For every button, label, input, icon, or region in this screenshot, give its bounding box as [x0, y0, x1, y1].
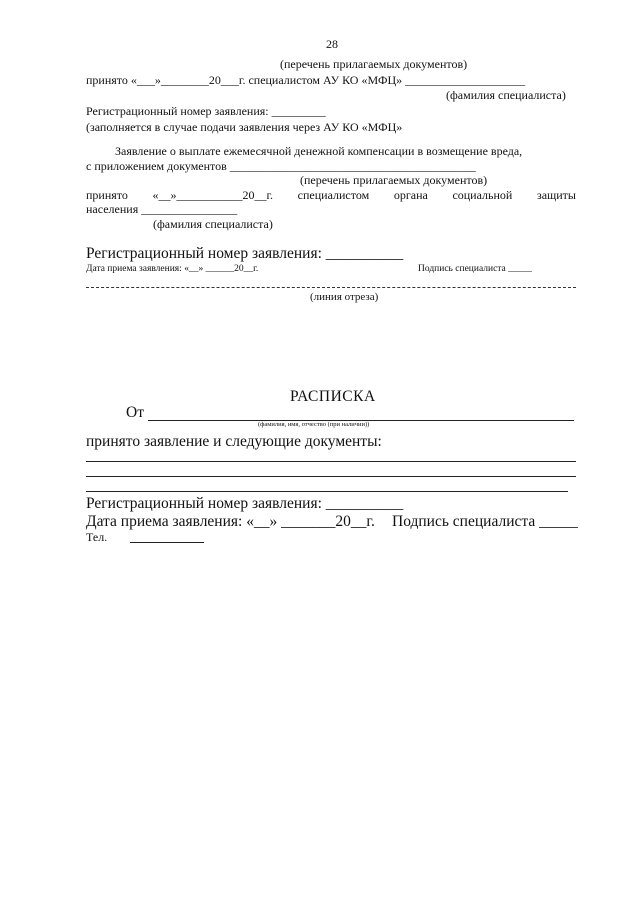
documents-line-3	[86, 491, 568, 492]
accepted-organ: органа	[393, 188, 428, 202]
reg-number-2: Регистрационный номер заявления: __________	[86, 245, 404, 262]
phone-label: Тел.	[86, 530, 108, 544]
receipt-title: РАСПИСКА	[290, 388, 376, 405]
cut-line-caption: (линия отреза)	[310, 291, 379, 303]
accepted-date: «__»___________20__г.	[152, 188, 274, 202]
accepted-social: социальной	[452, 188, 513, 202]
documents-line-1	[86, 461, 576, 462]
receipt-reg-number: Регистрационный номер заявления: __________	[86, 495, 404, 512]
from-label: От	[126, 404, 144, 421]
reg-number-1: Регистрационный номер заявления: _________	[86, 104, 326, 118]
application-line-2: с приложением документов _________________________________________	[86, 159, 476, 173]
caption-surname-2: (фамилия специалиста)	[153, 217, 273, 231]
accepted-word: принято	[86, 188, 128, 202]
documents-line-2	[86, 476, 576, 477]
accepted-line-1: принято «___»________20___г. специалистом АУ КО «МФЦ» ____________________	[86, 73, 526, 87]
signature-2: Подпись специалиста _____	[418, 264, 532, 274]
caption-documents-2: (перечень прилагаемых документов)	[300, 173, 488, 187]
receipt-signature: Подпись специалиста _____	[392, 513, 578, 530]
note-mfc: (заполняется в случае подачи заявления через АУ КО «МФЦ»	[86, 120, 403, 134]
caption-documents-1: (перечень прилагаемых документов)	[280, 57, 468, 71]
page-number: 28	[326, 37, 338, 51]
receipt-date-received: Дата приема заявления: «__» _______20__г.	[86, 513, 375, 530]
caption-surname-1: (фамилия специалиста)	[446, 88, 566, 102]
accepted-specialist: специалистом	[297, 188, 370, 202]
population-line: населения ________________	[86, 202, 238, 216]
cut-line	[86, 287, 576, 288]
accepted-protection: защиты	[536, 188, 576, 202]
application-line-1: Заявление о выплате ежемесячной денежной компенсации в возмещение вреда,	[115, 144, 523, 158]
phone-underline	[130, 542, 204, 543]
accepted-line-2	[86, 189, 576, 201]
date-received-2: Дата приема заявления: «__» ______20__г.	[86, 264, 259, 274]
from-caption: (фамилия, имя, отчество (при наличии))	[258, 421, 370, 428]
receipt-accepted: принято заявление и следующие документы:	[86, 433, 382, 450]
